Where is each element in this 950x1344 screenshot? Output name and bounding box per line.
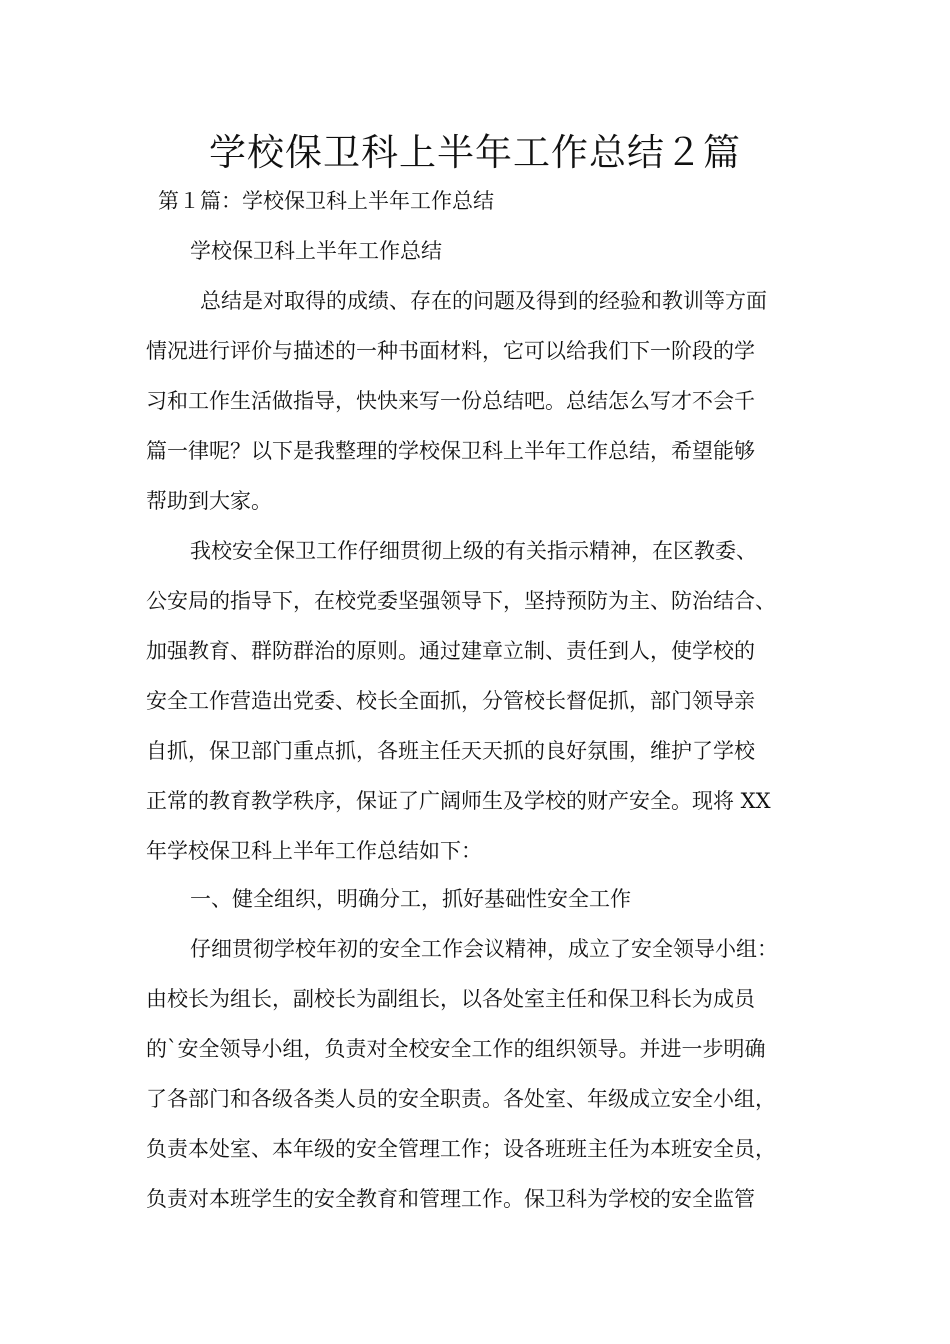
paragraph-line: 安全工作营造出党委、校长全面抓，分管校长督促抓，部门领导亲 [146,689,755,713]
paragraph-line: 的`安全领导小组，负责对全校安全工作的组织领导。并进一步明确 [146,1037,766,1061]
paragraph-line: 公安局的指导下，在校党委坚强领导下，坚持预防为主、防治结合、 [146,589,776,613]
paragraph-line: 负责对本班学生的安全教育和管理工作。保卫科为学校的安全监管 [146,1187,755,1211]
document-title: 学校保卫科上半年工作总结２篇 [209,131,741,174]
section-heading: 一、健全组织，明确分工，抓好基础性安全工作 [190,887,631,911]
paragraph-line: 正常的教育教学秩序，保证了广阔师生及学校的财产安全。现将 XX [146,789,771,813]
paragraph-line: 仔细贯彻学校年初的安全工作会议精神，成立了安全领导小组： [190,937,778,961]
paragraph-line: 情况进行评价与描述的一种书面材料，它可以给我们下一阶段的学 [146,339,755,363]
paragraph-line: 自抓，保卫部门重点抓，各班主任天天抓的良好氛围，维护了学校 [146,739,755,763]
paragraph-line: 我校安全保卫工作仔细贯彻上级的有关指示精神，在区教委、 [190,539,757,563]
paragraph-line: 负责本处室、本年级的安全管理工作；设各班班主任为本班安全员， [146,1137,776,1161]
paragraph-line: 习和工作生活做指导，快快来写一份总结吧。总结怎么写才不会千 [146,389,755,413]
paragraph-line: 年学校保卫科上半年工作总结如下： [146,839,482,863]
paragraph-line: 篇一律呢？以下是我整理的学校保卫科上半年工作总结，希望能够 [146,439,755,463]
article-subheading: 第１篇：学校保卫科上半年工作总结 [158,189,494,213]
paragraph-line: 加强教育、群防群治的原则。通过建章立制、责任到人，使学校的 [146,639,755,663]
paragraph-line: 了各部门和各级各类人员的安全职责。各处室、年级成立安全小组， [146,1087,776,1111]
paragraph-line: 帮助到大家。 [146,489,272,513]
paragraph-line: 由校长为组长，副校长为副组长，以各处室主任和保卫科长为成员 [146,987,755,1011]
article-heading: 学校保卫科上半年工作总结 [190,239,442,263]
paragraph-line: 总结是对取得的成绩、存在的问题及得到的经验和教训等方面 [200,289,767,313]
